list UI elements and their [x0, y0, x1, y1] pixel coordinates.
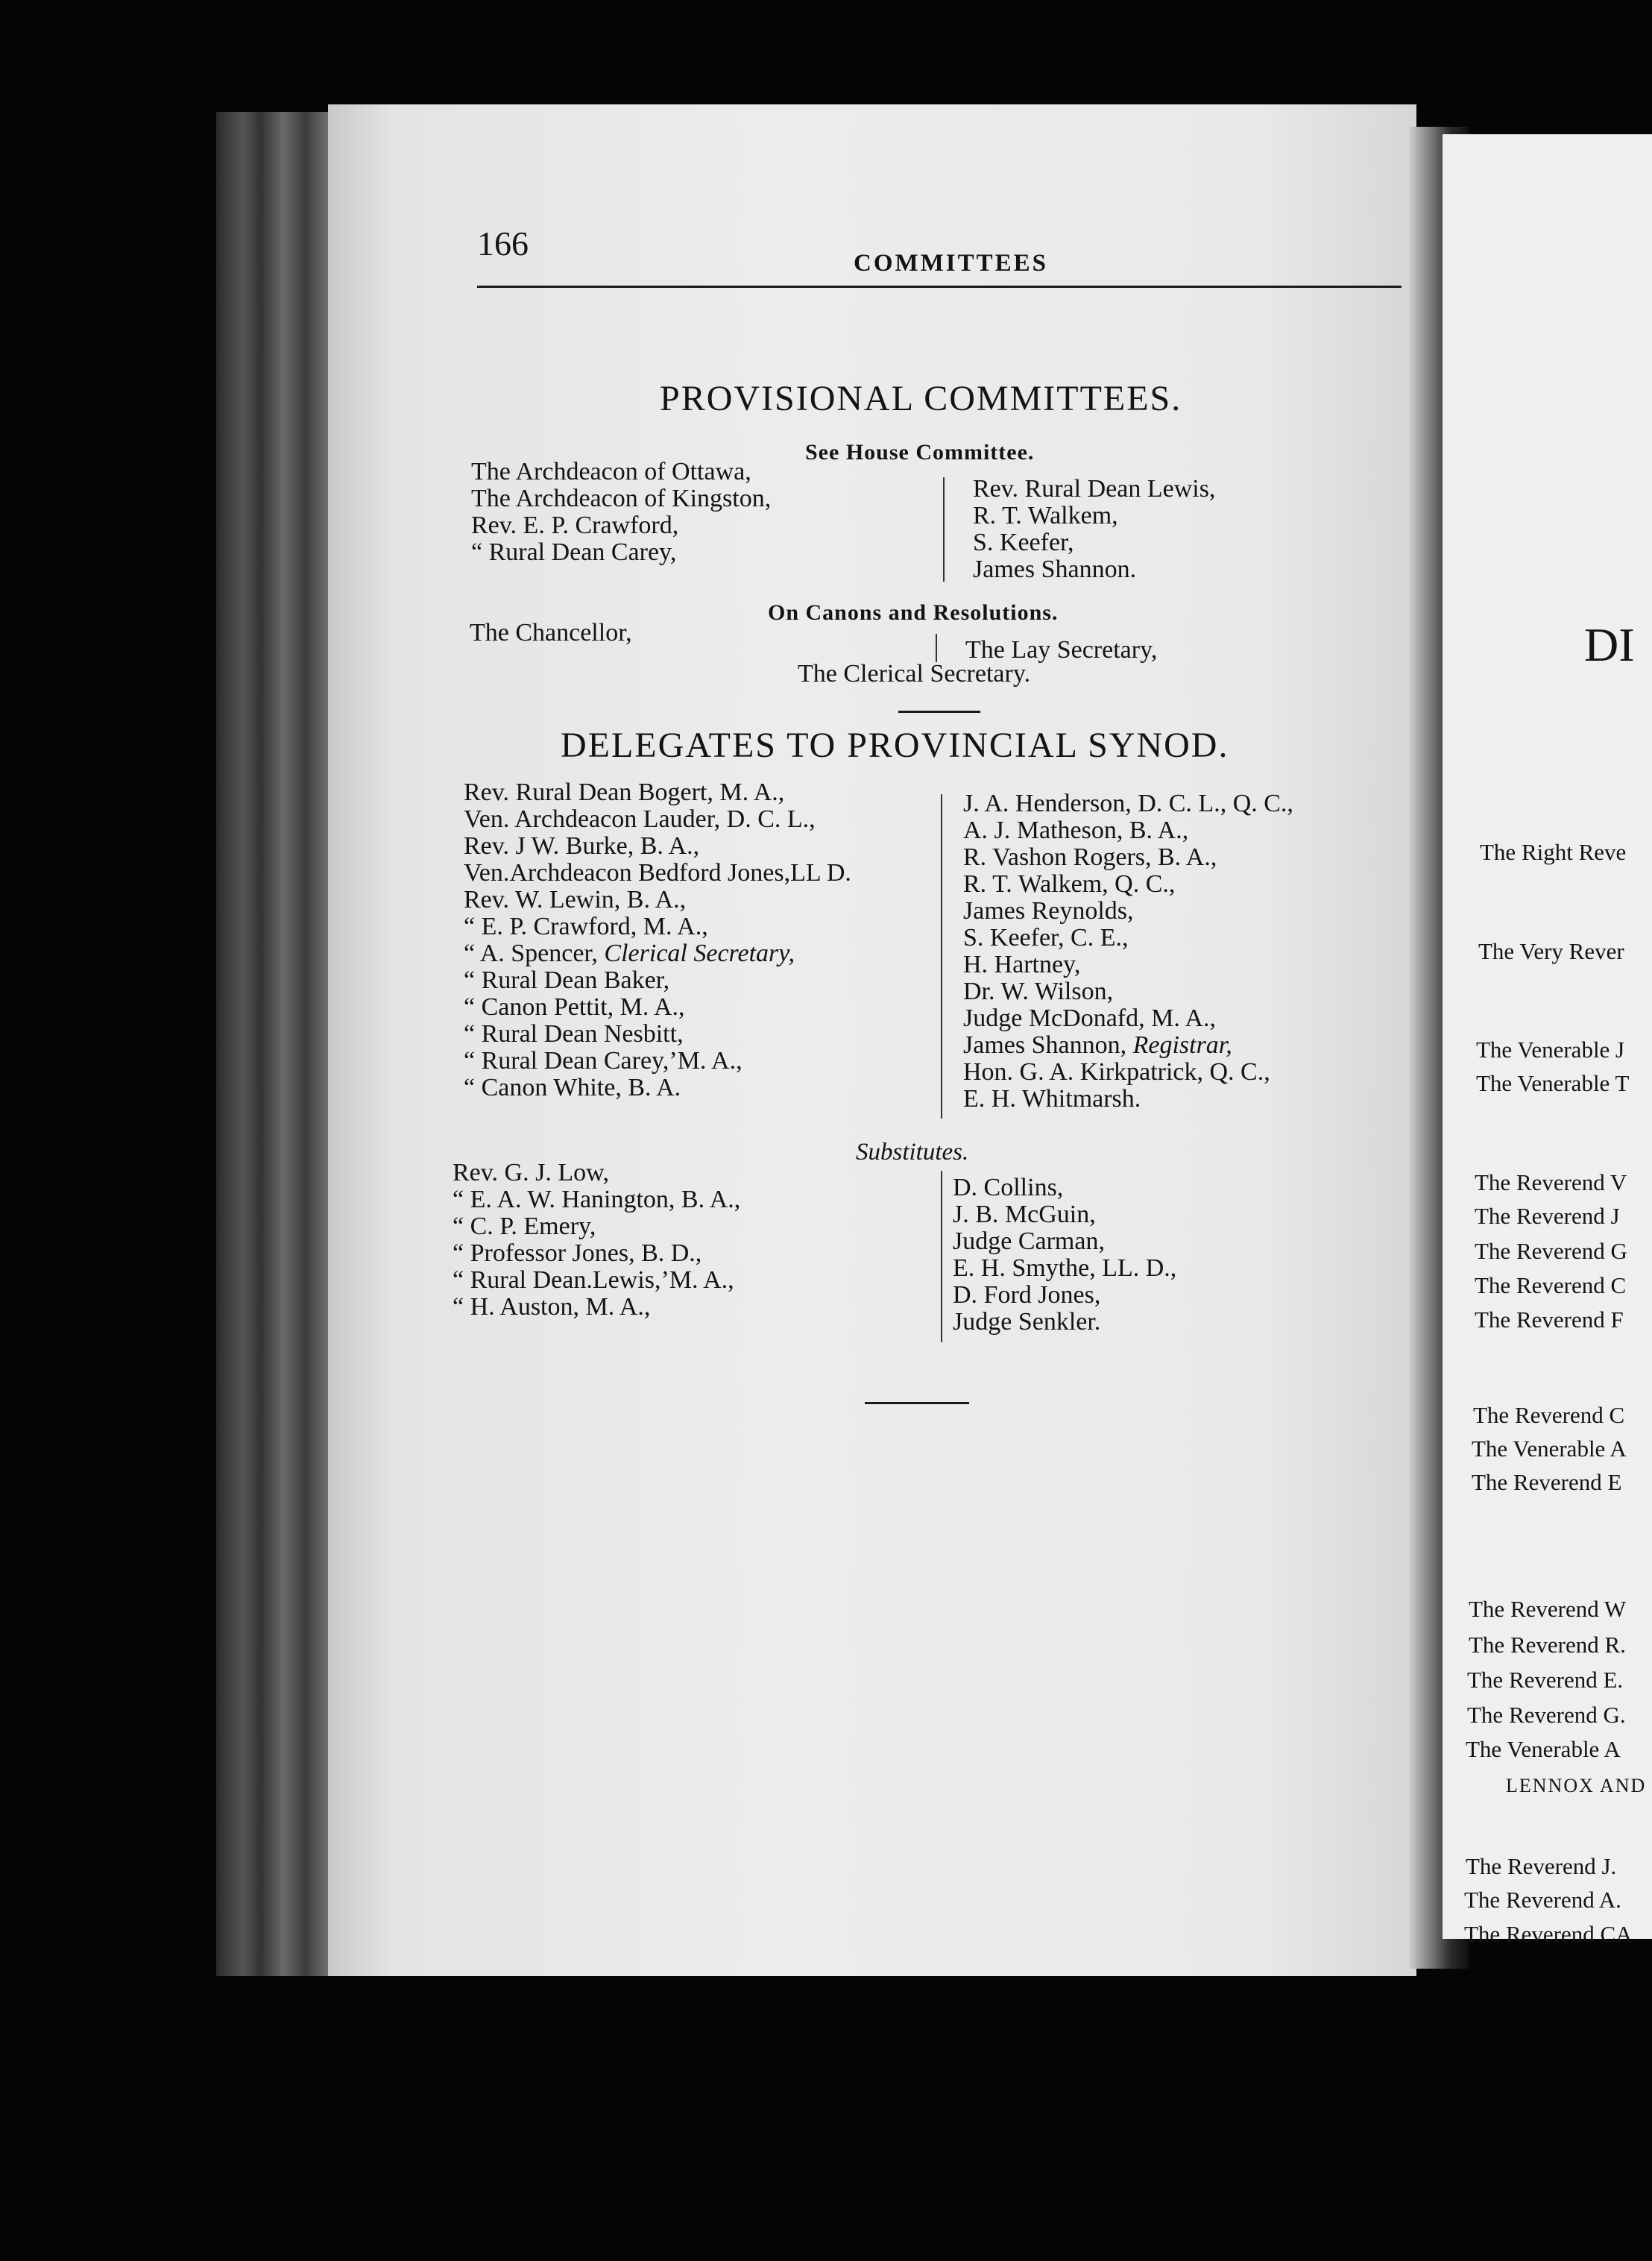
delegate-name: Ven. Archdeacon Lauder, D. C. L.,: [464, 805, 816, 833]
delegate-row: [963, 1032, 1293, 1059]
delegate-name: “ Rural Dean Baker,: [464, 966, 670, 994]
column-divider: [943, 477, 945, 582]
delegate-name: “ Rural Dean Nesbitt,: [464, 1020, 684, 1048]
substitute-name: D. Ford Jones,: [953, 1281, 1101, 1309]
section-rule: [898, 711, 980, 713]
member-name: Rev. E. P. Crawford,: [471, 512, 679, 539]
member-name: The Archdeacon of Kingston,: [471, 485, 772, 512]
facing-heading-fragment: DI: [1584, 618, 1635, 671]
facing-line: The Right Reve: [1480, 839, 1627, 865]
member-name: The Archdeacon of Ottawa,: [471, 458, 751, 485]
substitute-name: “ H. Auston, M. A.,: [453, 1293, 651, 1321]
substitutes-right: [953, 1174, 1176, 1336]
delegate-row: [464, 940, 851, 967]
substitute-name: Judge Carman,: [953, 1227, 1105, 1255]
provisional-heading: PROVISIONAL COMMITTEES.: [660, 379, 1182, 418]
delegate-name: A. J. Matheson, B. A.,: [963, 817, 1189, 844]
facing-line: The Venerable A: [1472, 1435, 1627, 1462]
member-name: “ Rural Dean Carey,: [471, 538, 677, 566]
substitutes-title: Substitutes.: [856, 1139, 969, 1166]
delegates-left: [464, 779, 851, 1101]
closing-rule: [865, 1402, 969, 1404]
substitute-name: “ E. A. W. Hanington, B. A.,: [453, 1186, 741, 1213]
page-number: 166: [477, 224, 529, 262]
house-committee-right: [973, 476, 1215, 583]
substitute-name: “ C. P. Emery,: [453, 1213, 596, 1240]
facing-line: The Reverend V: [1475, 1169, 1627, 1195]
substitute-name: “ Rural Dean.Lewis,’M. A.,: [453, 1266, 734, 1294]
delegate-name: J. A. Henderson, D. C. L., Q. C.,: [963, 790, 1293, 817]
substitute-name: J. B. McGuin,: [953, 1201, 1096, 1228]
facing-line: The Very Rever: [1478, 938, 1624, 964]
house-committee-left: [471, 459, 771, 566]
delegate-name: E. H. Whitmarsh.: [963, 1085, 1141, 1113]
canons-left: The Chancellor,: [470, 619, 632, 647]
delegate-name: Rev. Rural Dean Bogert, M. A.,: [464, 779, 785, 806]
delegates-heading: DELEGATES TO PROVINCIAL SYNOD.: [561, 726, 1229, 765]
delegate-name: “ E. P. Crawford, M. A.,: [464, 913, 708, 940]
facing-line: The Reverend CA: [1464, 1921, 1633, 1947]
member-name: S. Keefer,: [973, 529, 1074, 556]
facing-line: The Reverend E: [1472, 1469, 1622, 1495]
substitute-name: E. H. Smythe, LL. D.,: [953, 1254, 1177, 1282]
delegate-name: Ven.Archdeacon Bedford Jones,LL D.: [464, 859, 851, 887]
column-divider: [941, 794, 942, 1119]
member-name: R. T. Walkem,: [973, 502, 1118, 529]
delegates-right: [963, 790, 1293, 1113]
header-rule: [477, 286, 1402, 288]
delegate-name: Dr. W. Wilson,: [963, 978, 1114, 1005]
facing-line: The Reverend E.: [1467, 1667, 1624, 1693]
canons-title: On Canons and Resolutions.: [768, 600, 1059, 625]
delegate-name: Rev. J W. Burke, B. A.,: [464, 832, 700, 860]
delegate-role: Registrar,: [1132, 1031, 1232, 1059]
member-name: Rev. Rural Dean Lewis,: [973, 475, 1216, 503]
delegate-name: Hon. G. A. Kirkpatrick, Q. C.,: [963, 1058, 1270, 1086]
facing-line: The Reverend G.: [1467, 1702, 1626, 1728]
column-divider: [941, 1171, 942, 1342]
facing-line: The Reverend J.: [1466, 1853, 1617, 1879]
delegate-name: H. Hartney,: [963, 951, 1081, 978]
canons-center: The Clerical Secretary.: [798, 660, 1031, 688]
delegate-name: R. T. Walkem, Q. C.,: [963, 870, 1176, 898]
substitute-name: “ Professor Jones, B. D.,: [453, 1239, 702, 1267]
facing-line: The Reverend C: [1473, 1402, 1625, 1428]
substitutes-left: [453, 1160, 740, 1321]
facing-line: The Venerable T: [1476, 1070, 1630, 1096]
delegate-name: “ Canon Pettit, M. A.,: [464, 993, 685, 1021]
facing-line: The Reverend F: [1475, 1306, 1624, 1333]
facing-line: The Reverend A.: [1464, 1887, 1621, 1913]
facing-line: The Reverend R.: [1469, 1632, 1626, 1658]
delegate-name: Rev. W. Lewin, B. A.,: [464, 886, 687, 913]
running-head: COMMITTEES: [854, 250, 1049, 277]
column-divider: [936, 634, 937, 662]
canons-right: The Lay Secretary,: [965, 636, 1158, 664]
substitute-name: Rev. G. J. Low,: [453, 1159, 609, 1186]
delegate-name: R. Vashon Rogers, B. A.,: [963, 843, 1217, 871]
facing-line: The Reverend C: [1475, 1272, 1627, 1298]
facing-line: The Reverend G: [1475, 1238, 1627, 1264]
delegate-name: “ Rural Dean Carey,’M. A.,: [464, 1047, 743, 1075]
substitute-name: D. Collins,: [953, 1174, 1064, 1201]
member-name: James Shannon.: [973, 556, 1137, 583]
delegate-name: James Reynolds,: [963, 897, 1134, 925]
delegate-name: Judge McDonafd, M. A.,: [963, 1004, 1217, 1032]
delegate-name: “ A. Spencer,: [464, 940, 598, 967]
delegate-role: Clerical Secretary,: [604, 940, 795, 967]
facing-smallcaps: LENNOX AND: [1506, 1775, 1647, 1796]
facing-line: The Reverend J: [1475, 1203, 1620, 1229]
facing-line: The Reverend W: [1469, 1596, 1627, 1622]
delegate-name: “ Canon White, B. A.: [464, 1074, 681, 1101]
delegate-name: S. Keefer, C. E.,: [963, 924, 1129, 952]
house-committee-title: See House Committee.: [805, 440, 1035, 465]
substitute-name: Judge Senkler.: [953, 1308, 1101, 1336]
facing-line: The Venerable A: [1466, 1736, 1621, 1762]
delegate-name: James Shannon,: [963, 1031, 1127, 1059]
facing-line: The Venerable J: [1476, 1037, 1625, 1063]
